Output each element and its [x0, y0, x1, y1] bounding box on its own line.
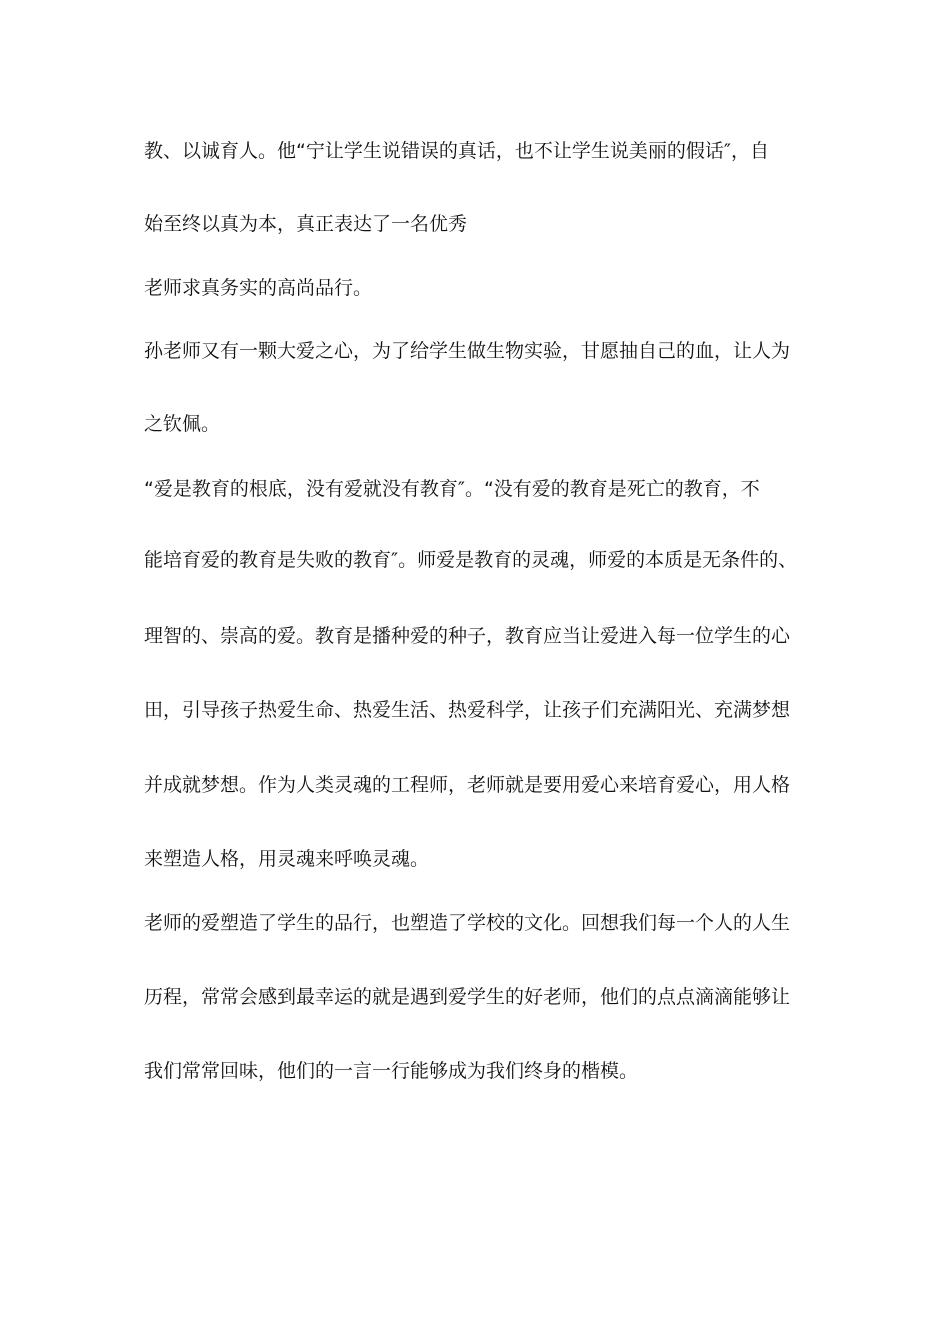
text-line: 田，引导孩子热爱生命、热爱生活、热爱科学，让孩子们充满阳光、充满梦想 — [144, 699, 791, 721]
text-line: 我们常常回味，他们的一言一行能够成为我们终身的楷模。 — [144, 1060, 639, 1082]
text-line: 之钦佩。 — [144, 413, 221, 435]
text-line: 理智的、崇高的爱。教育是播种爱的种子，教育应当让爱进入每一位学生的心 — [144, 625, 791, 647]
text-line: 来塑造人格，用灵魂来呼唤灵魂。 — [144, 848, 430, 870]
text-line: 孙老师又有一颗大爱之心，为了给学生做生物实验，甘愿抽自己的血，让人为 — [144, 340, 791, 362]
text-line: 历程，常常会感到最幸运的就是遇到爱学生的好老师，他们的点点滴滴能够让 — [144, 986, 791, 1008]
text-line: 老师的爱塑造了学生的品行，也塑造了学校的文化。回想我们每一个人的人生 — [144, 912, 791, 934]
text-line: 老师求真务实的高尚品行。 — [144, 277, 373, 299]
text-line: “爱是教育的根底，没有爱就没有教育″。“没有爱的教育是死亡的教育，不 — [144, 478, 760, 500]
text-line: 始至终以真为本，真正表达了一名优秀 — [144, 213, 468, 235]
text-line: 能培育爱的教育是失败的教育″。师爱是教育的灵魂，师爱的本质是无条件的、 — [144, 549, 798, 571]
text-line: 并成就梦想。作为人类灵魂的工程师，老师就是要用爱心来培育爱心，用人格 — [144, 774, 791, 796]
text-line: 教、以诚育人。他“宁让学生说错误的真话，也不让学生说美丽的假话″，自 — [144, 140, 769, 162]
